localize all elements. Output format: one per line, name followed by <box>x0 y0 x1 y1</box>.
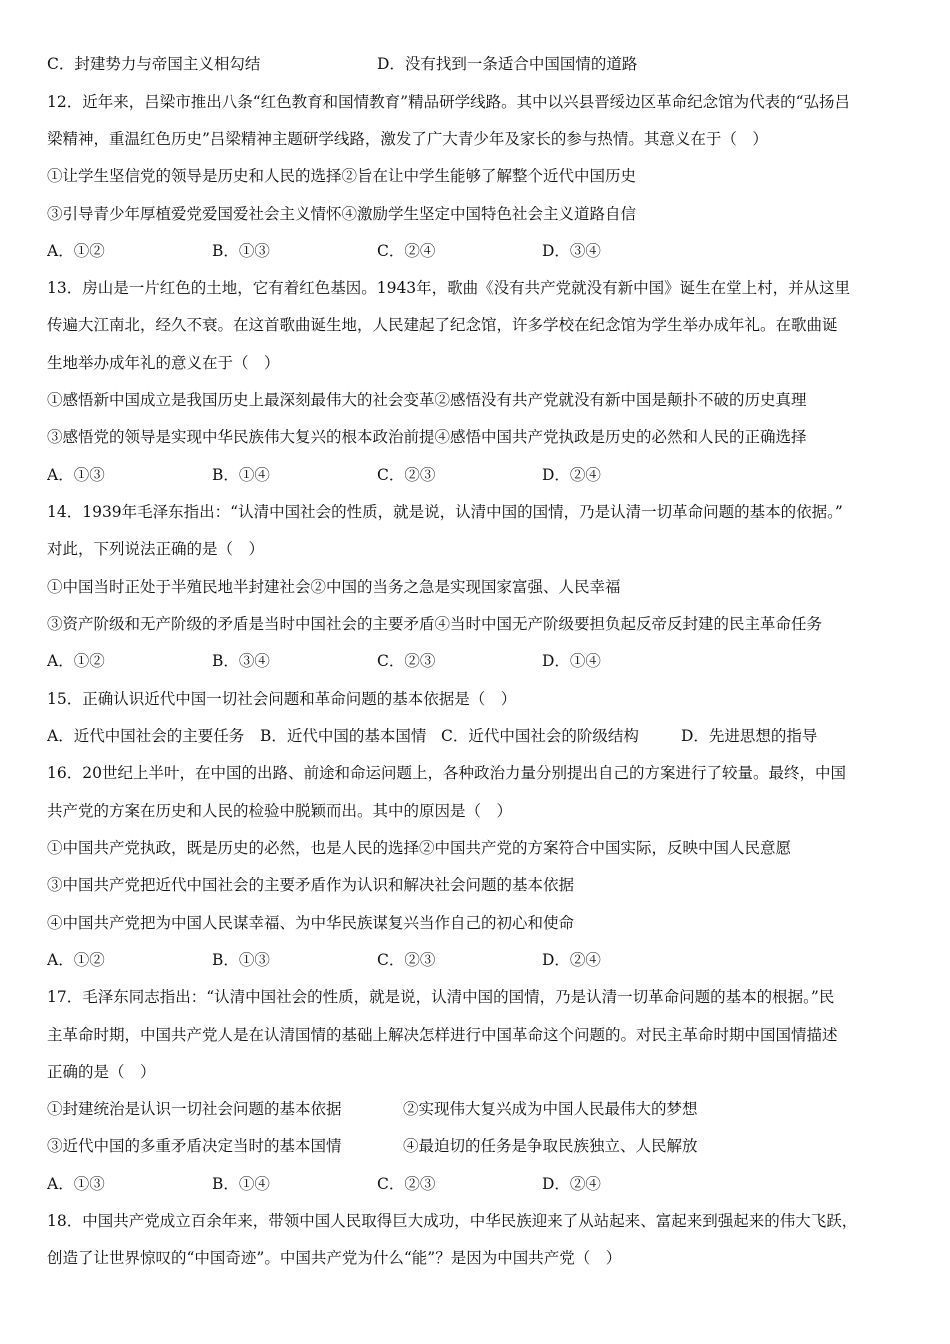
q12-item-line-1: ①让学生坚信党的领导是历史和人民的选择②旨在让中学生能够了解整个近代中国历史 <box>47 167 637 185</box>
q13-option-b: B．①④ <box>212 466 270 484</box>
q12-stem-line-1: 12．近年来，吕梁市推出八条“红色教育和国情教育”精品研学线路。其中以兴县晋绥边区革命纪念馆为代表的“弘扬吕 <box>47 93 850 111</box>
q15-options <box>47 724 914 748</box>
q12-stem-line-2: 梁精神，重温红色历史”吕梁精神主题研学线路，激发了广大青少年及家长的参与热情。其意义在于（ ） <box>47 130 768 148</box>
q12-option-d: D．③④ <box>542 242 601 260</box>
q14-option-a: A．①② <box>47 652 105 670</box>
q11-option-c: C．封建势力与帝国主义相勾结 <box>47 55 261 73</box>
q13-option-c: C．②③ <box>377 466 436 484</box>
q17-item-4: ④最迫切的任务是争取民族独立、人民解放 <box>403 1137 698 1155</box>
q17-option-d: D．②④ <box>542 1175 601 1193</box>
q13-options <box>47 463 914 487</box>
q12-options <box>47 239 914 263</box>
q14-option-b: B．③④ <box>212 652 270 670</box>
q16-stem-line-2: 共产党的方案在历史和人民的检验中脱颖而出。其中的原因是（ ） <box>47 802 513 820</box>
q16-item-line-2: ③中国共产党把近代中国社会的主要矛盾作为认识和解决社会问题的基本依据 <box>47 876 575 894</box>
q13-option-a: A．①③ <box>47 466 105 484</box>
q16-option-a: A．①② <box>47 951 105 969</box>
q13-item-line-1: ①感悟新中国成立是我国历史上最深刻最伟大的社会变革②感悟没有共产党就没有新中国是颠扑不破的历史真理 <box>47 391 807 409</box>
q12-item-line-2: ③引导青少年厚植爱党爱国爱社会主义情怀④激励学生坚定中国特色社会主义道路自信 <box>47 205 637 223</box>
q14-option-d: D．①④ <box>542 652 601 670</box>
q17-item-2: ②实现伟大复兴成为中国人民最伟大的梦想 <box>403 1100 698 1118</box>
q17-item-3: ③近代中国的多重矛盾决定当时的基本国情 <box>47 1137 342 1155</box>
q17-option-a: A．①③ <box>47 1175 105 1193</box>
q17-option-c: C．②③ <box>377 1175 436 1193</box>
q17-item-1: ①封建统治是认识一切社会问题的基本依据 <box>47 1100 342 1118</box>
q12-option-a: A．①② <box>47 242 105 260</box>
q12-option-c: C．②④ <box>377 242 436 260</box>
q13-stem-line-1: 13．房山是一片红色的土地，它有着红色基因。1943年，歌曲《没有共产党就没有新中国》诞生在堂上村，并从这里 <box>47 279 851 297</box>
q13-stem-line-2: 传遍大江南北，经久不衰。在这首歌曲诞生地，人民建起了纪念馆，许多学校在纪念馆为学生举办成年礼。在歌曲诞 <box>47 316 838 334</box>
q15-option-a: A．近代中国社会的主要任务 <box>47 727 245 745</box>
q16-option-c: C．②③ <box>377 951 436 969</box>
q14-item-line-1: ①中国当时正处于半殖民地半封建社会②中国的当务之急是实现国家富强、人民幸福 <box>47 578 621 596</box>
q15-option-c: C．近代中国社会的阶级结构 <box>441 727 639 745</box>
q11-option-d: D．没有找到一条适合中国国情的道路 <box>377 55 638 73</box>
q17-stem-line-3: 正确的是（ ） <box>47 1063 156 1081</box>
q16-stem-line-1: 16．20世纪上半叶，在中国的出路、前途和命运问题上，各种政治力量分别提出自己的方案进行了较量。最终，中国 <box>47 764 846 782</box>
q14-option-c: C．②③ <box>377 652 436 670</box>
q14-item-line-2: ③资产阶级和无产阶级的矛盾是当时中国社会的主要矛盾④当时中国无产阶级要担负起反帝反封建的民主革命任务 <box>47 615 823 633</box>
q16-item-line-3: ④中国共产党把为中国人民谋幸福、为中华民族谋复兴当作自己的初心和使命 <box>47 914 575 932</box>
q15-option-b: B．近代中国的基本国情 <box>260 727 427 745</box>
q18-stem-line-1: 18．中国共产党成立百余年来，带领中国人民取得巨大成功，中华民族迎来了从站起来、富起来到强起来的伟大飞跃， <box>47 1212 858 1230</box>
q13-option-d: D．②④ <box>542 466 601 484</box>
q15-stem: 15．正确认识近代中国一切社会问题和革命问题的基本依据是（ ） <box>47 690 517 708</box>
q17-options <box>47 1172 914 1196</box>
q16-option-b: B．①③ <box>212 951 270 969</box>
q18-stem-line-2: 创造了让世界惊叹的“中国奇迹”。中国共产党为什么“能”？是因为中国共产党（ ） <box>47 1249 622 1267</box>
q14-options <box>47 649 914 673</box>
q11-options <box>47 52 914 76</box>
q17-stem-line-2: 主革命时期，中国共产党人是在认清国情的基础上解决怎样进行中国革命这个问题的。对民主革命时期中国国情描述 <box>47 1026 838 1044</box>
q17-items-row-1 <box>47 1097 914 1121</box>
q16-option-d: D．②④ <box>542 951 601 969</box>
q13-item-line-2: ③感悟党的领导是实现中华民族伟大复兴的根本政治前提④感悟中国共产党执政是历史的必然和人民的正确选择 <box>47 428 807 446</box>
q15-option-d: D．先进思想的指导 <box>681 727 818 745</box>
q17-stem-line-1: 17．毛泽东同志指出：“认清中国社会的性质，就是说，认清中国的国情，乃是认清一切革命问题的基本的根据。”民 <box>47 988 835 1006</box>
q13-stem-line-3: 生地举办成年礼的意义在于（ ） <box>47 354 280 372</box>
q17-option-b: B．①④ <box>212 1175 270 1193</box>
q14-stem-line-2: 对此，下列说法正确的是（ ） <box>47 540 265 558</box>
q16-item-line-1: ①中国共产党执政，既是历史的必然，也是人民的选择②中国共产党的方案符合中国实际，反映中国人民意愿 <box>47 839 792 857</box>
q12-option-b: B．①③ <box>212 242 270 260</box>
q16-options <box>47 948 914 972</box>
q17-items-row-2 <box>47 1134 914 1158</box>
q14-stem-line-1: 14．1939年毛泽东指出：“认清中国社会的性质，就是说，认清中国的国情，乃是认清一切革命问题的基本的依据。” <box>47 503 843 521</box>
